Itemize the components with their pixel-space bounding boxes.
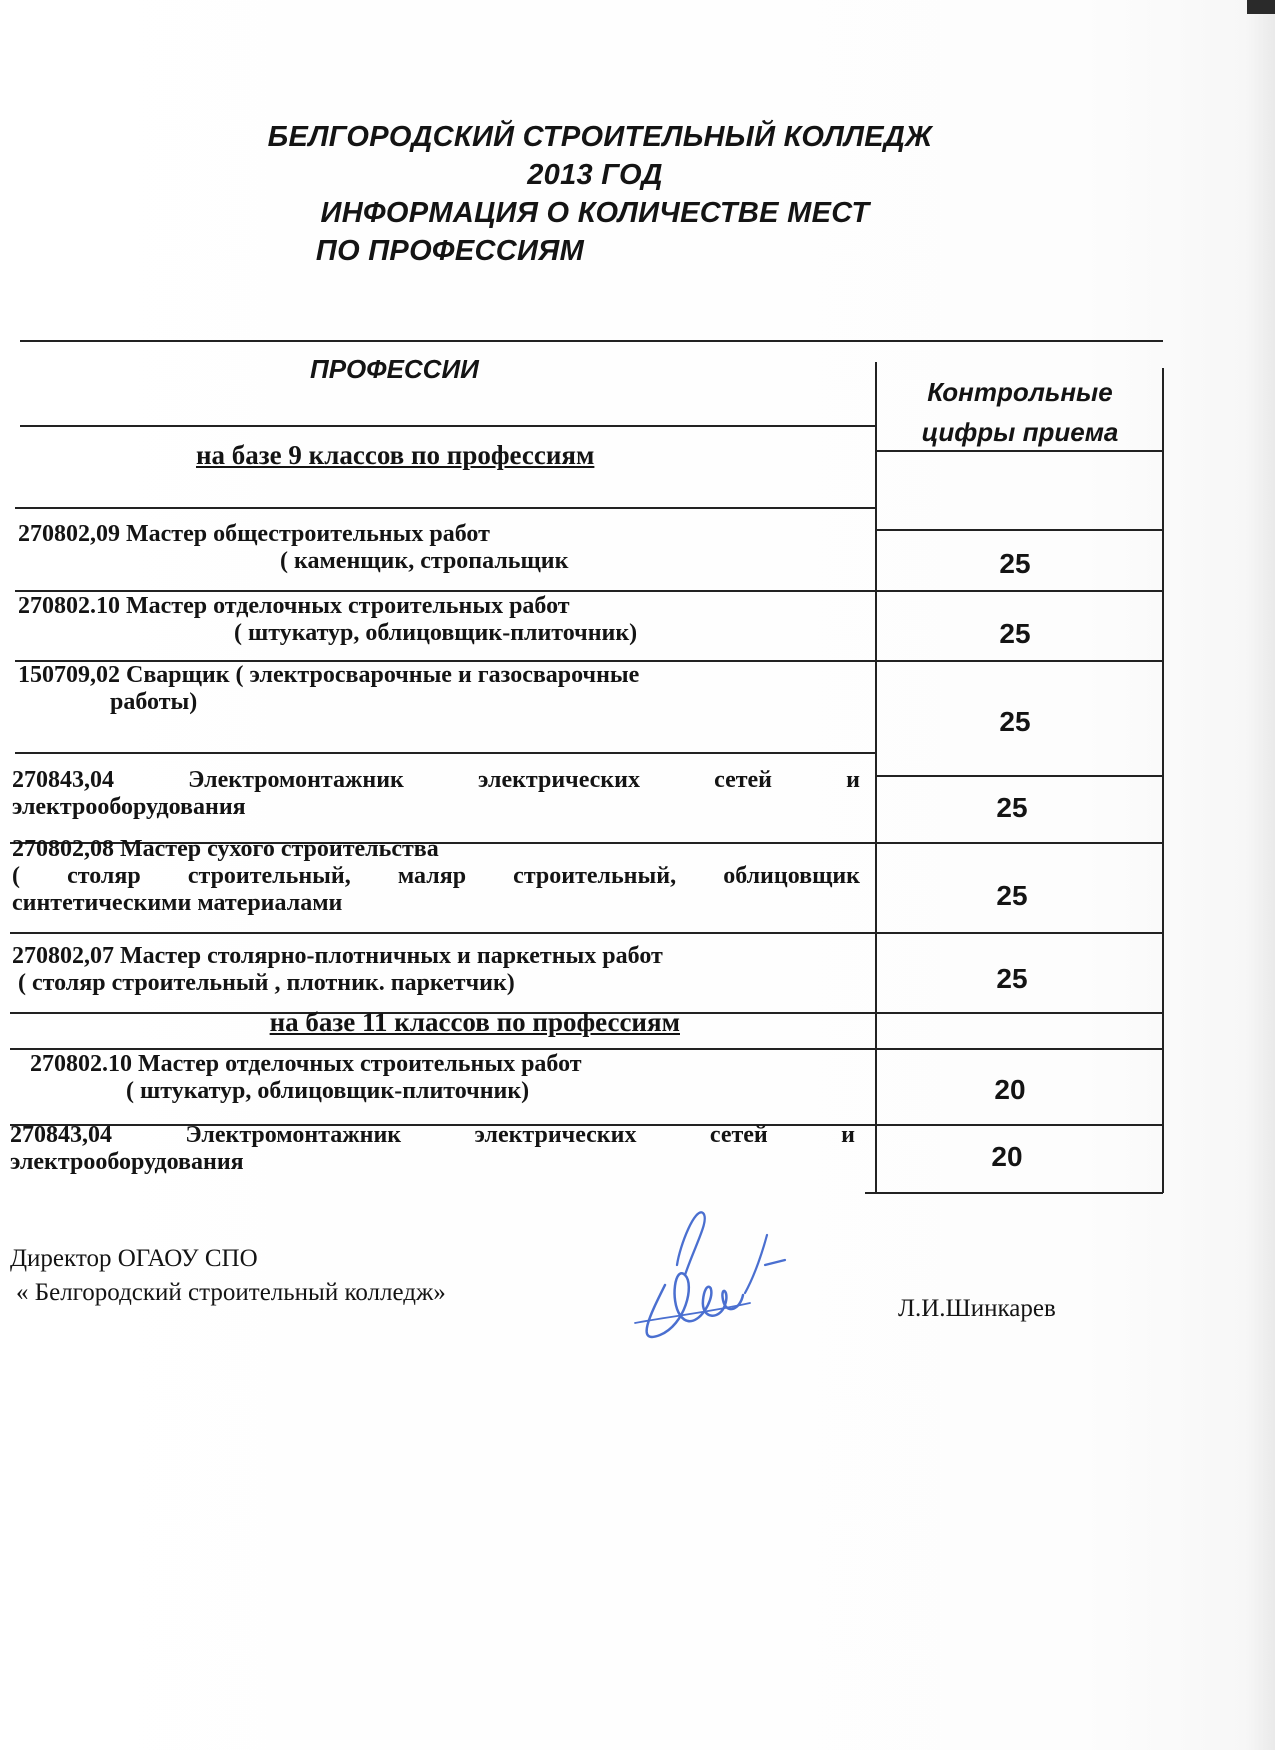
table-bottom-border <box>865 1192 1163 1194</box>
row-border <box>10 1048 1163 1050</box>
header-college-name: БЕЛГОРОДСКИЙ СТРОИТЕЛЬНЫЙ КОЛЛЕДЖ <box>267 121 933 153</box>
header-bottom-border <box>20 425 875 427</box>
row-line: ( штукатур, облицовщик-плиточник) <box>234 620 638 646</box>
table-row-profession <box>18 521 568 575</box>
row-line: ( столяр строительный , плотник. паркетчик) <box>18 970 515 996</box>
table-right-border <box>1162 368 1164 1193</box>
page-edge-shadow <box>1245 0 1275 1750</box>
section-heading-11-classes <box>10 1007 680 1038</box>
row-border-right <box>875 775 1163 777</box>
table-row-profession <box>12 836 860 917</box>
column-header-quota <box>880 372 1160 452</box>
director-position-line1: Директор ОГАОУ СПО <box>10 1245 258 1272</box>
table-row-value: 25 <box>999 548 1031 579</box>
director-position-line2: « Белгородский строительный колледж» <box>16 1279 446 1306</box>
table-row-profession <box>18 662 639 716</box>
table-row-value: 25 <box>999 618 1031 649</box>
row-border <box>15 590 1163 592</box>
table-row-value: 20 <box>994 1074 1026 1105</box>
scan-corner <box>1247 0 1275 14</box>
row-line: 270843,04 Электромонтажник электрических сетей и <box>10 1122 855 1148</box>
signature <box>625 1205 800 1350</box>
header-subtitle: ПО ПРОФЕССИЯМ <box>315 235 585 267</box>
row-border <box>15 752 875 754</box>
table-row-value: 25 <box>996 792 1028 823</box>
row-line: электрооборудования <box>12 794 246 820</box>
signature-stroke <box>745 1235 767 1293</box>
column-header-profession: ПРОФЕССИИ <box>310 354 479 384</box>
row-line: 270843,04 Электромонтажник электрических сетей и <box>12 767 860 793</box>
signature-stroke <box>765 1260 785 1265</box>
row-line: 270802,08 Мастер сухого строительства <box>12 836 439 862</box>
row-line: электрооборудования <box>10 1149 244 1175</box>
table-row-profession <box>30 1051 582 1105</box>
table-row-profession <box>12 943 663 997</box>
row-line: 270802,07 Мастер столярно-плотничных и паркетных работ <box>12 943 663 969</box>
table-row-value: 25 <box>996 963 1028 994</box>
section-heading-11-text: на базе 11 классов по профессиям <box>269 1007 680 1037</box>
table-row-profession <box>18 593 637 647</box>
document-header <box>0 118 1200 270</box>
column-header-quota-line2: цифры приема <box>921 417 1119 447</box>
table-row-profession <box>10 1122 855 1176</box>
director-name: Л.И.Шинкарев <box>898 1295 1056 1322</box>
signature-stroke <box>647 1273 743 1337</box>
header-year: 2013 ГОД <box>527 159 663 191</box>
section-heading-9-classes: на базе 9 классов по профессиям <box>196 440 595 470</box>
table-row-profession <box>12 767 860 821</box>
row-line: синтетическими материалами <box>12 890 343 916</box>
row-line: 270802.10 Мастер отделочных строительных работ <box>30 1051 582 1077</box>
column-header-quota-line1: Контрольные <box>927 377 1113 407</box>
table-row-value: 20 <box>991 1141 1023 1172</box>
row-line: ( штукатур, облицовщик-плиточник) <box>126 1078 530 1104</box>
row-border <box>10 932 1163 934</box>
row-line: 270802,09 Мастер общестроительных работ <box>18 521 490 547</box>
row-line: 270802.10 Мастер отделочных строительных работ <box>18 593 570 619</box>
table-top-border <box>20 340 1163 342</box>
header-title: ИНФОРМАЦИЯ О КОЛИЧЕСТВЕ МЕСТ <box>320 197 870 229</box>
section9-bottom-border <box>15 507 875 509</box>
table-row-value: 25 <box>996 880 1028 911</box>
table-row-value: 25 <box>999 706 1031 737</box>
row-line: ( столяр строительный, маляр строительный, облицовщик <box>12 863 860 889</box>
row-line: работы) <box>110 689 198 715</box>
row-line: 150709,02 Сварщик ( электросварочные и газосварочные <box>18 662 640 688</box>
signature-stroke <box>677 1212 705 1275</box>
row-line: ( каменщик, стропальщик <box>280 548 569 574</box>
section9-bottom-border-right <box>875 529 1163 531</box>
column-divider <box>875 362 877 1192</box>
